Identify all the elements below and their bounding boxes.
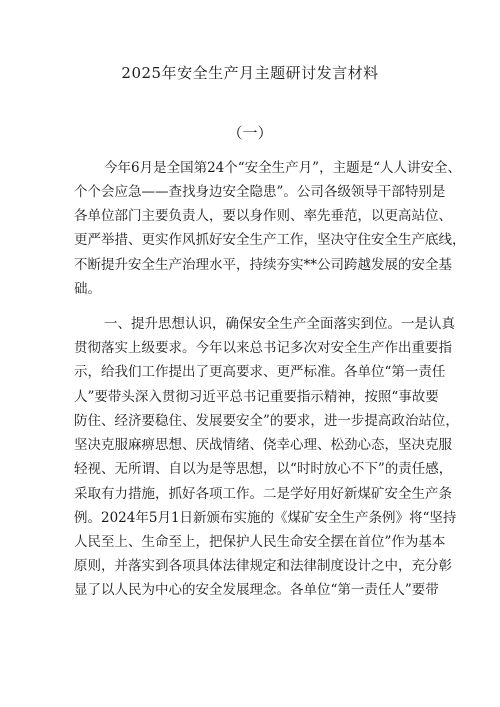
paragraph-1-line: 础。 — [74, 281, 101, 297]
paragraph-2-line: 贯彻落实上级要求。今年以来总书记多次对安全生产作出重要指 — [74, 340, 452, 356]
paragraph-2-line: 防住、经济要稳住、发展要安全”的要求，进一步提高政治站位， — [74, 413, 459, 429]
section-heading: （一） — [227, 124, 273, 142]
paragraph-1-line: 各单位部门主要负责人，要以身作则、率先垂范，以更高站位、 — [74, 208, 452, 224]
paragraph-1-line: 个个会应急——查找身边安全隐患”。公司各级领导干部特别是 — [74, 184, 446, 200]
paragraph-2-line: 轻视、无所谓、自以为是等思想，以“时时放心不下”的责任感， — [74, 461, 453, 477]
paragraph-2-line: 示，给我们工作提出了更高要求、更严标准。各单位“第一责任 — [74, 364, 446, 380]
paragraph-2-line: 例。2024年5月1日新颁布实施的《煤矿安全生产条例》将“坚持 — [74, 510, 457, 526]
paragraph-2-line: 显了以人民为中心的安全发展理念。各单位“第一责任人”要带 — [74, 582, 439, 598]
paragraph-2-line: 人民至上、生命至上，把保护人民生命安全摆在首位”作为基本 — [74, 534, 446, 550]
paragraph-2-line: 原则，并落实到各项具体法律规定和法律制度设计之中，充分彰 — [74, 558, 452, 574]
paragraph-2-line: 坚决克服麻痹思想、厌战情绪、侥幸心理、松劲心态，坚决克服 — [74, 437, 452, 453]
paragraph-2-line: 采取有力措施，抓好各项工作。二是学好用好新煤矿安全生产条 — [74, 486, 452, 502]
paragraph-1-line: 更严举措、更实作风抓好安全生产工作，坚决守住安全生产底线， — [74, 232, 466, 248]
document-title: 2025年安全生产月主题研讨发言材料 — [121, 64, 379, 82]
paragraph-1-line: 今年6月是全国第24个“安全生产月”，主题是“人人讲安全、 — [104, 160, 461, 176]
paragraph-1-line: 不断提升安全生产治理水平，持续夯实**公司跨越发展的安全基 — [74, 257, 452, 273]
paragraph-2-line: 一、提升思想认识，确保安全生产全面落实到位。一是认真 — [104, 316, 455, 332]
paragraph-2-line: 人”要带头深入贯彻习近平总书记重要指示精神，按照“事故要 — [74, 389, 439, 405]
